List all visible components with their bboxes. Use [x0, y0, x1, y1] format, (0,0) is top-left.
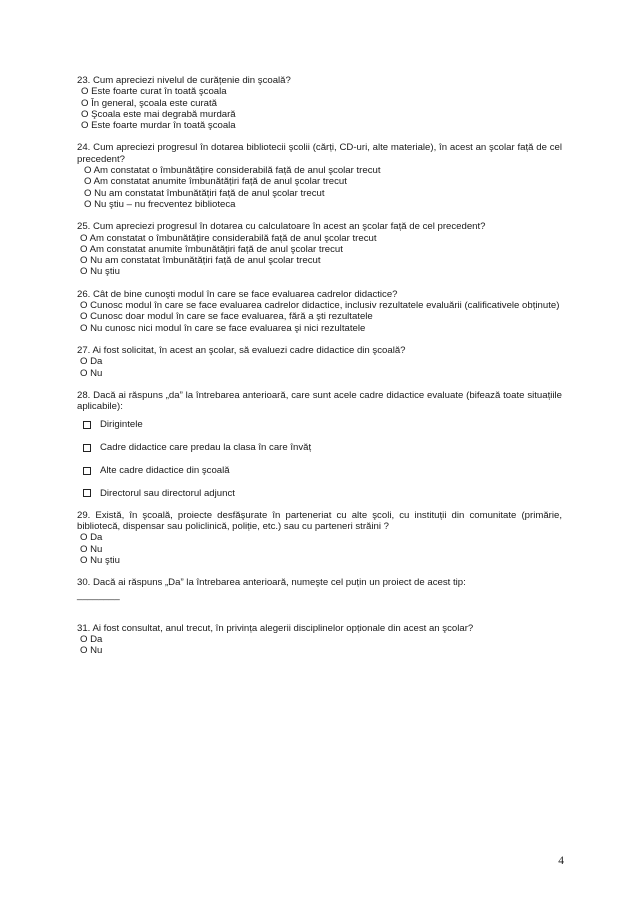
q24-option-dont-know[interactable]: O Nu ştiu – nu frecventez biblioteca	[84, 198, 236, 210]
question-31-text: 31. Ai fost consultat, anul trecut, în privința alegerii disciplinelor opționale din acest an şcolar?	[77, 622, 474, 634]
question-28-text: 28. Dacă ai răspuns „da” la întrebarea anterioară, care sunt acele cadre didactice evaluate (bifează toate situațiile aplicabile):	[77, 389, 562, 413]
questionnaire-page	[77, 75, 562, 668]
question-27-text: 27. Ai fost solicitat, în acest an şcolar, să evaluezi cadre didactice din şcoală?	[77, 344, 406, 356]
q23-option-generally-clean[interactable]: O În general, şcoala este curată	[81, 97, 217, 109]
page-number: 4	[558, 855, 564, 867]
q29-option-dont-know[interactable]: O Nu ştiu	[80, 555, 120, 566]
q28-checkbox-label: Alte cadre didactice din şcoală	[100, 464, 230, 476]
question-24	[77, 142, 562, 210]
question-27	[77, 345, 562, 379]
q25-option-dont-know[interactable]: O Nu ştiu	[80, 266, 120, 278]
checkbox[interactable]	[83, 421, 91, 429]
question-26-text: 26. Cât de bine cunoşti modul în care se face evaluarea cadrelor didactice?	[77, 288, 398, 300]
q23-option-very-clean[interactable]: O Este foarte curat în toată şcoala	[81, 86, 227, 98]
q28-checkbox-label: Dirigintele	[100, 419, 143, 431]
question-28	[77, 390, 562, 499]
question-30	[77, 577, 562, 601]
q28-checkbox-label: Cadre didactice care predau la clasa în care învăț	[100, 442, 312, 454]
q31-option-yes[interactable]: O Da	[80, 634, 103, 646]
q28-checkbox-row[interactable]	[83, 465, 562, 476]
question-31	[77, 623, 562, 657]
question-23	[77, 75, 562, 131]
question-29	[77, 510, 562, 566]
q27-option-no[interactable]: O Nu	[80, 367, 103, 379]
q28-checkbox-label: Directorul sau directorul adjunct	[100, 487, 235, 499]
q25-option-some[interactable]: O Am constatat anumite îmbunătățiri față de anul şcolar trecut	[80, 243, 343, 255]
q28-checkbox-row[interactable]	[83, 442, 562, 453]
checkbox[interactable]	[83, 489, 91, 497]
question-24-text: 24. Cum apreciezi progresul în dotarea bibliotecii şcolii (cărți, CD-uri, alte materiale), în acest an şcolar față de cel precedent?	[77, 142, 562, 165]
answer-blank-line[interactable]: ________	[77, 589, 120, 601]
checkbox[interactable]	[83, 444, 91, 452]
q31-option-no[interactable]: O Nu	[80, 645, 103, 657]
q24-option-some[interactable]: O Am constatat anumite îmbunătățiri față de anul şcolar trecut	[84, 176, 347, 188]
question-30-text: 30. Dacă ai răspuns „Da” la întrebarea anterioară, numeşte cel puțin un proiect de acest tip:	[77, 577, 466, 589]
q28-checkbox-row[interactable]	[83, 488, 562, 499]
q27-option-yes[interactable]: O Da	[80, 356, 103, 368]
q28-checkbox-list	[77, 419, 562, 498]
q23-option-very-dirty[interactable]: O Este foarte murdar în toată şcoala	[81, 120, 236, 132]
q24-option-none[interactable]: O Nu am constatat îmbunătățiri față de anul şcolar trecut	[84, 187, 325, 199]
question-25-text: 25. Cum apreciezi progresul în dotarea cu calculatoare în acest an şcolar față de cel precedent?	[77, 221, 486, 233]
q29-option-yes[interactable]: O Da	[80, 532, 103, 544]
q24-option-considerable[interactable]: O Am constatat o îmbunătățire considerabilă față de anul şcolar trecut	[84, 165, 381, 177]
question-29-text: 29. Există, în şcoală, proiecte desfăşurate în parteneriat cu alte şcoli, cu instituții din comunitate (primărie, bibliotecă, dispensar sau policlinică, poliție, etc.) sau cu parteneri străini ?	[77, 509, 562, 533]
q25-option-none[interactable]: O Nu am constatat îmbunătățiri față de anul şcolar trecut	[80, 255, 321, 267]
q26-option-know-method[interactable]: O Cunosc doar modul în care se face evaluarea, fără a şti rezultatele	[80, 311, 373, 323]
q29-option-no[interactable]: O Nu	[80, 543, 103, 555]
q28-checkbox-row[interactable]	[83, 419, 562, 430]
q25-option-considerable[interactable]: O Am constatat o îmbunătățire considerabilă față de anul şcolar trecut	[80, 232, 377, 244]
question-23-text: 23. Cum apreciezi nivelul de curățenie din şcoală?	[77, 75, 291, 86]
q23-option-rather-dirty[interactable]: O Şcoala este mai degrabă murdară	[81, 108, 236, 120]
question-26	[77, 289, 562, 334]
q26-option-know-nothing[interactable]: O Nu cunosc nici modul în care se face evaluarea şi nici rezultatele	[80, 322, 366, 334]
q26-option-know-all[interactable]: O Cunosc modul în care se face evaluarea cadrelor didactice, inclusiv rezultatele evaluării (calificativele obținute)	[80, 300, 560, 312]
question-25	[77, 221, 562, 277]
checkbox[interactable]	[83, 467, 91, 475]
